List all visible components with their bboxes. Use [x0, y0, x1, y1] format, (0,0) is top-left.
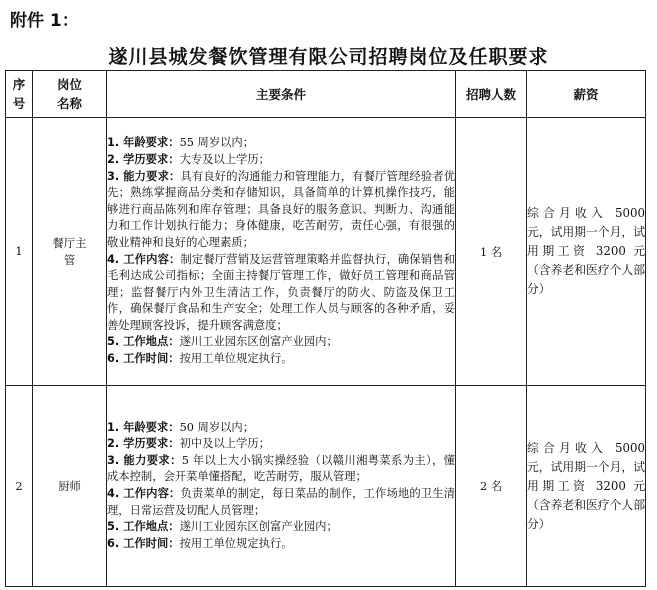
table-header-row — [6, 71, 646, 118]
header-salary: 薪资 — [527, 71, 646, 118]
header-position-line1: 岗位 — [56, 77, 82, 92]
header-serial-number — [6, 71, 33, 118]
requirement-item: 1. 年龄要求：50 周岁以内； — [107, 420, 255, 434]
requirement-item: 2. 学历要求：初中及以上学历； — [107, 437, 270, 451]
header-requirements: 主要条件 — [107, 71, 456, 118]
requirement-item: 4. 工作内容：制定餐厅营销及运营管理策略并监督执行，确保销售和毛利达成公司指标；全面主持餐厅管理工作，做好员工管理和商品管理；监督餐厅内外卫生清洁工作，负责餐厅的防火、防盗及保卫工作，确保餐厅食品和生产安全；处理工作人员与顾客的各种矛盾，妥善处理顾客投诉，提升顾客满意度； — [107, 252, 455, 332]
row-hire-count: 1 名 — [456, 118, 527, 386]
requirement-item: 3. 能力要求：具有良好的沟通能力和管理能力，有餐厅管理经验者优先；熟练掌握商品分类和存储知识，具备简单的计算机操作技巧，能够进行商品陈列和库存管理；具备良好的服务意识、判断力、沟通能力和工作计划执行能力；身体健康，吃苦耐劳，责任心强，有很强的敬业精神和良好的心理素质； — [107, 169, 455, 249]
requirement-item: 6. 工作时间：按用工单位规定执行。 — [107, 536, 293, 550]
row-salary — [527, 386, 646, 587]
requirement-item: 2. 学历要求：大专及以上学历； — [107, 152, 270, 166]
requirement-item: 1. 年龄要求：55 周岁以内； — [107, 136, 255, 150]
table-row — [6, 386, 646, 587]
header-position-name — [33, 71, 107, 118]
salary-text: 综合月收入 5000 元，试用期一个月，试用期工资 3200 元（含养老和医疗个人部分） — [527, 440, 645, 531]
requirement-item: 6. 工作时间：按用工单位规定执行。 — [107, 352, 293, 366]
header-position-line2: 名称 — [56, 96, 82, 111]
row-requirements — [107, 118, 456, 386]
header-serial-line1: 序 — [12, 77, 26, 92]
row-serial-number: 2 — [6, 386, 33, 587]
row-serial-number: 1 — [6, 118, 33, 386]
requirement-item: 5. 工作地点：遂川工业园东区创富产业园内； — [107, 335, 338, 349]
requirement-item: 4. 工作内容：负责菜单的制定，每日菜品的制作，工作场地的卫生清理，日常运营及切配人员管理； — [107, 487, 455, 517]
header-hire-count: 招聘人数 — [456, 71, 527, 118]
requirement-item: 3. 能力要求：5 年以上大小锅实操经验（以赣川湘粤菜系为主），懂成本控制，会开菜单懂搭配，吃苦耐劳，服从管理； — [107, 453, 455, 484]
attachment-label: 附件 1： — [10, 11, 79, 31]
table-row — [6, 118, 646, 386]
position-line2: 管 — [63, 253, 76, 267]
row-requirements — [107, 386, 456, 587]
requirement-item: 5. 工作地点：遂川工业园东区创富产业园内； — [107, 520, 338, 534]
position-line1: 餐厅主 — [52, 236, 87, 250]
salary-text: 综合月收入 5000 元，试用期一个月，试用期工资 3200 元（含养老和医疗个人部分） — [527, 206, 645, 296]
row-hire-count: 2 名 — [456, 386, 527, 587]
row-salary — [527, 118, 646, 386]
page-title: 遂川县城发餐饮管理有限公司招聘岗位及任职要求 — [108, 46, 549, 68]
header-serial-line2: 号 — [12, 96, 26, 111]
row-position-name — [33, 118, 107, 386]
row-position-name — [33, 386, 107, 587]
position-line1: 厨师 — [58, 479, 81, 493]
recruitment-table — [5, 70, 646, 587]
